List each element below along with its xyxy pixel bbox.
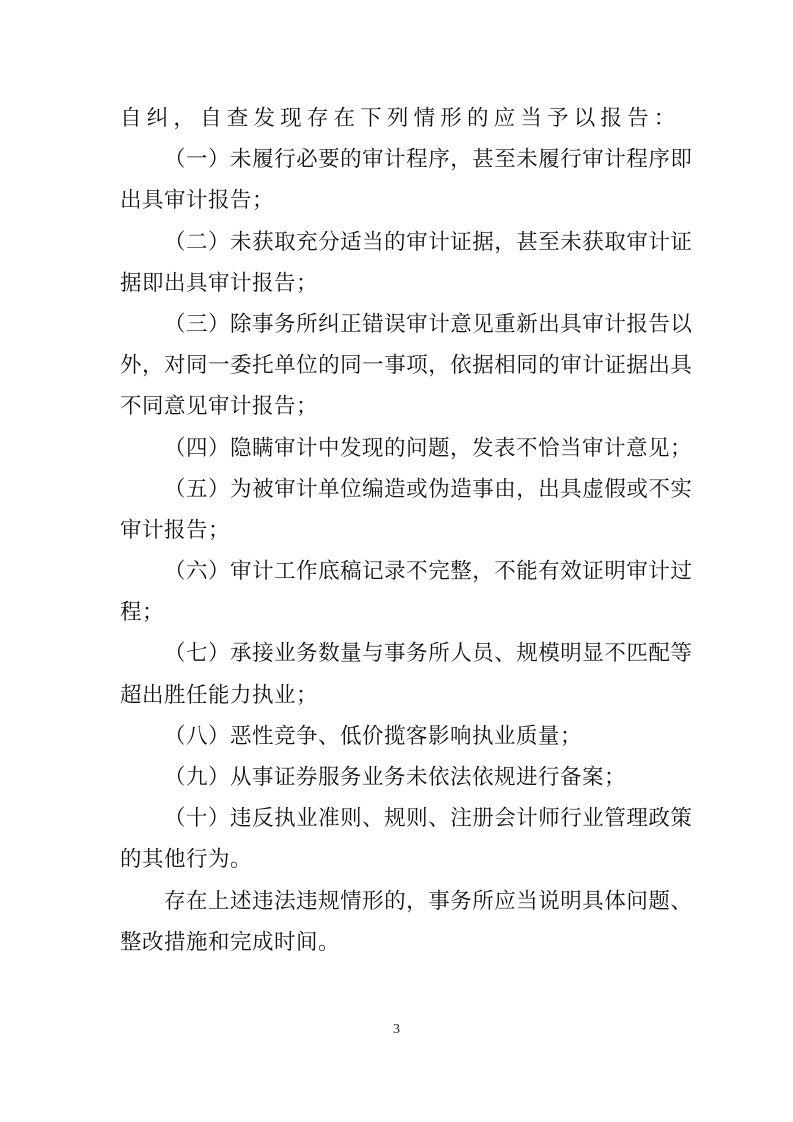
paragraph-line: 程； <box>120 600 165 626</box>
paragraph-line: （ 七 ） 承 接 业 务 数 量 与 事 务 所 人 员 、 规 模 明 显 不 匹 配 等 <box>164 641 693 667</box>
paragraph-line: 出具审计报告； <box>120 188 275 214</box>
paragraph-line: （八）恶性竞争、低价揽客影响执业质量； <box>164 723 583 749</box>
paragraph-line: （九）从事证券服务业务未依法依规进行备案； <box>164 765 627 790</box>
paragraph-line: 外 ， 对 同 一 委 托 单 位 的 同 一 事 项 ， 依 据 相 同 的 审 计 证 据 出 具 <box>120 353 693 379</box>
paragraph-line: 超出胜任能力执业； <box>120 682 319 708</box>
paragraph-line: （ 二 ） 未 获 取 充 分 适 当 的 审 计 证 据 ， 甚 至 未 获 取 审 计 证 <box>164 229 693 255</box>
paragraph-line: 不同意见审计报告； <box>120 394 319 420</box>
paragraph-line: （ 五 ） 为 被 审 计 单 位 编 造 或 伪 造 事 由 ， 出 具 虚 假 或 不 实 <box>164 476 693 502</box>
paragraph-line: 的其他行为。 <box>120 847 253 873</box>
paragraph-line: 审计报告； <box>120 517 231 543</box>
paragraph-line: 存 在 上 述 违 法 违 规 情 形 的 ， 事 务 所 应 当 说 明 具 体 问 题 、 <box>164 888 693 914</box>
paragraph-line: 自 纠 ， 自 查 发 现 存 在 下 列 情 形 的 应 当 予 以 报 告 ： <box>120 106 676 131</box>
page-number: 3 <box>393 1022 400 1037</box>
paragraph-line: （ 六 ） 审 计 工 作 底 稿 记 录 不 完 整 ， 不 能 有 效 证 明 审 计 过 <box>164 559 693 585</box>
document-body <box>120 98 693 963</box>
paragraph-line: （ 一 ） 未 履 行 必 要 的 审 计 程 序 ， 甚 至 未 履 行 审 计 程 序 即 <box>164 147 693 173</box>
paragraph-line: 整改措施和完成时间。 <box>120 929 341 955</box>
paragraph-line: 据即出具审计报告； <box>120 270 319 296</box>
paragraph-line: （ 三 ） 除 事 务 所 纠 正 错 误 审 计 意 见 重 新 出 具 审 计 报 告 以 <box>164 311 693 337</box>
paragraph-line: （四）隐瞒审计中发现的问题，发表不恰当审计意见； <box>164 435 693 461</box>
paragraph-line: （ 十 ） 违 反 执 业 准 则 、 规 则 、 注 册 会 计 师 行 业 管 理 政 策 <box>164 806 693 832</box>
